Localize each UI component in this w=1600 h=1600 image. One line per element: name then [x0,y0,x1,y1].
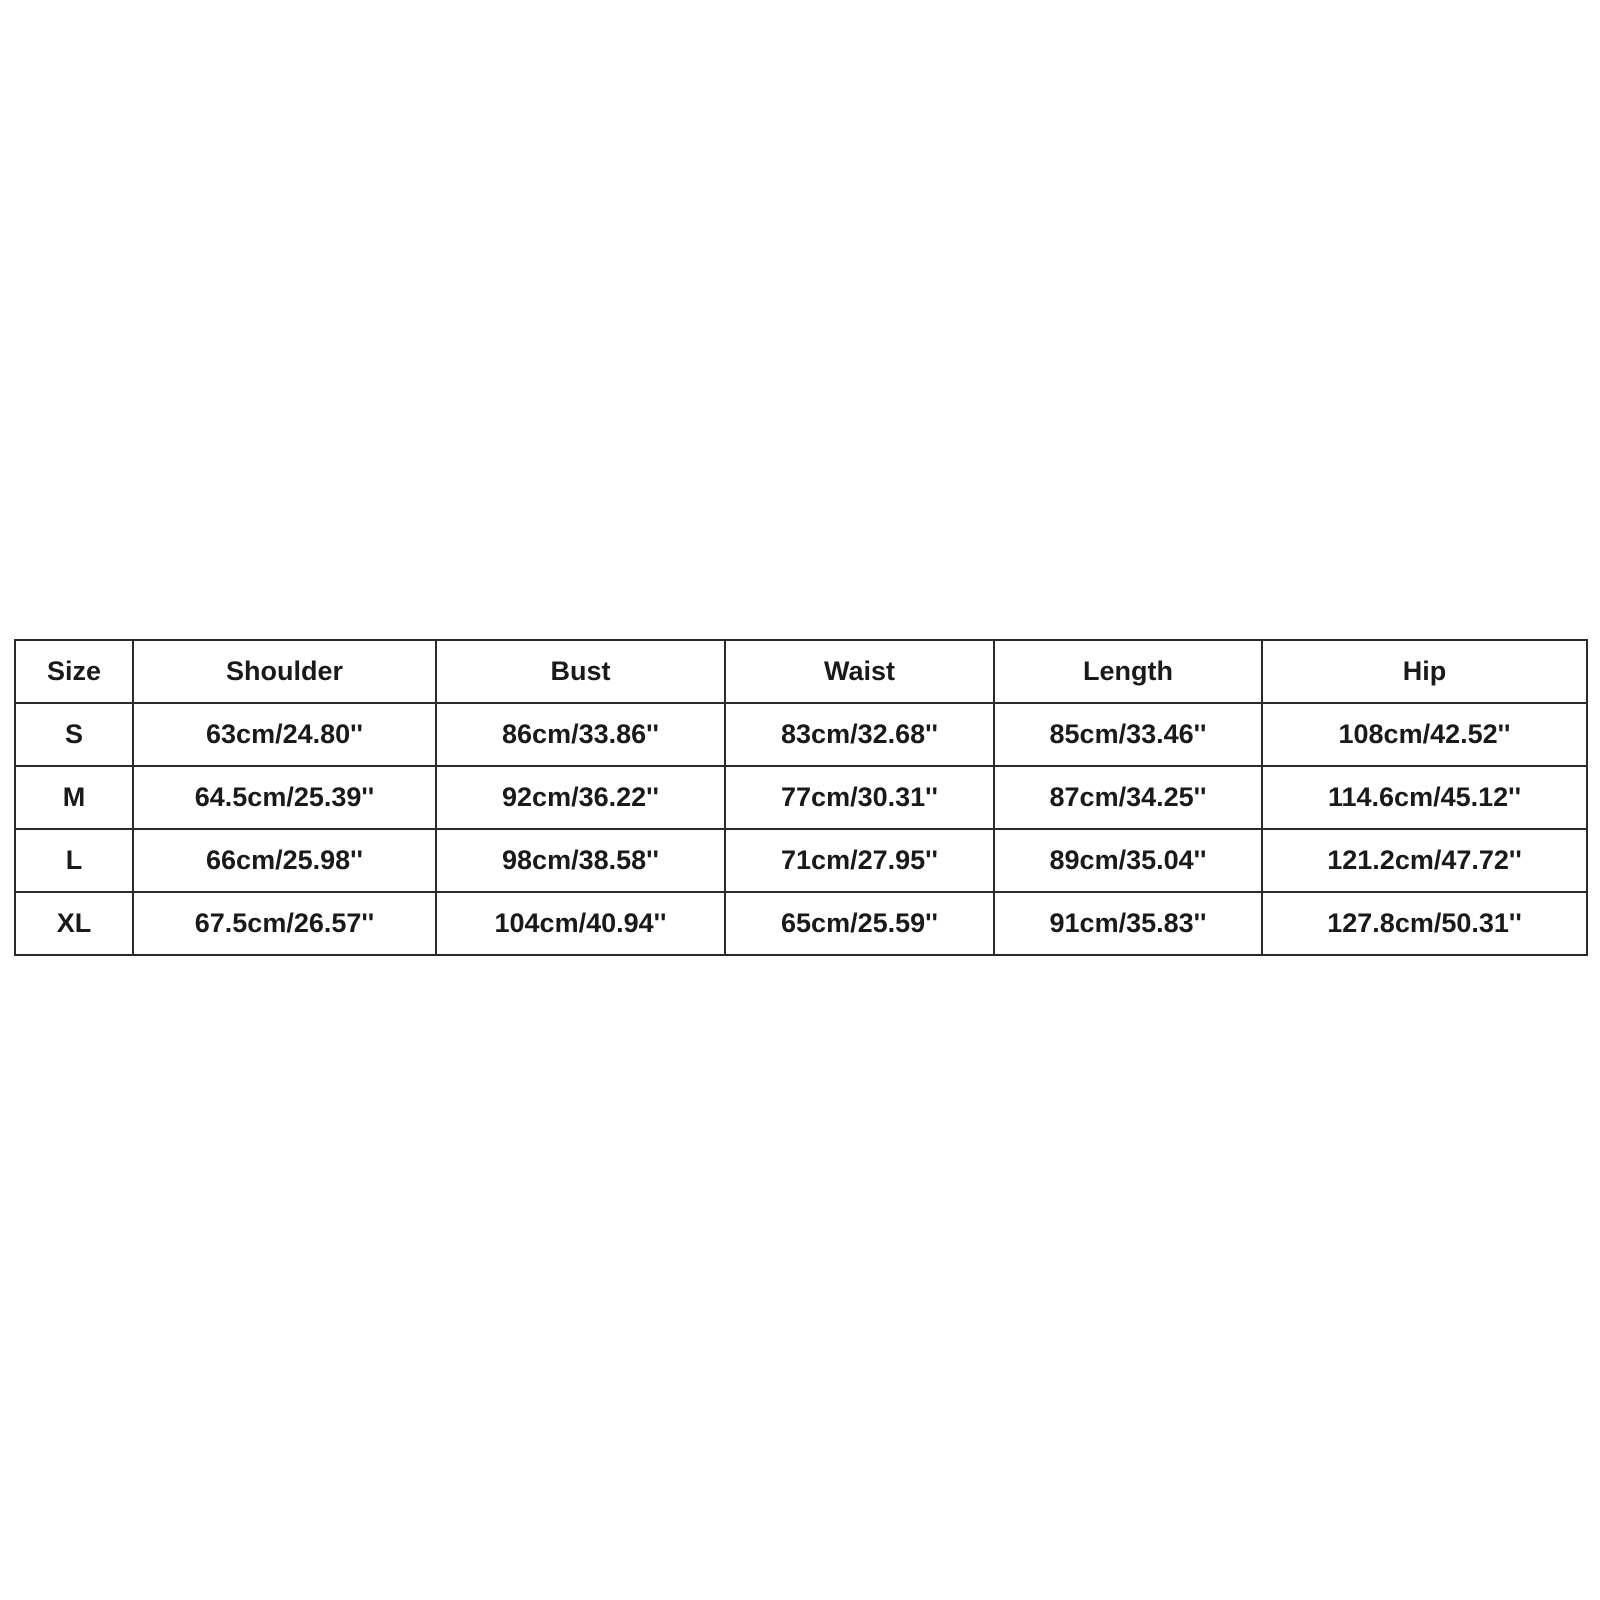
length-cell: 91cm/35.83'' [994,892,1262,955]
length-cell: 89cm/35.04'' [994,829,1262,892]
hip-cell: 127.8cm/50.31'' [1262,892,1587,955]
hip-cell: 121.2cm/47.72'' [1262,829,1587,892]
size-cell: XL [15,892,133,955]
hip-cell: 114.6cm/45.12'' [1262,766,1587,829]
size-cell: L [15,829,133,892]
waist-cell: 71cm/27.95'' [725,829,994,892]
size-chart [14,639,1586,956]
waist-cell: 83cm/32.68'' [725,703,994,766]
waist-cell: 65cm/25.59'' [725,892,994,955]
waist-cell: 77cm/30.31'' [725,766,994,829]
hip-cell: 108cm/42.52'' [1262,703,1587,766]
column-header-waist: Waist [725,640,994,703]
bust-cell: 92cm/36.22'' [436,766,725,829]
table-row [15,766,1587,829]
size-cell: M [15,766,133,829]
column-header-length: Length [994,640,1262,703]
bust-cell: 86cm/33.86'' [436,703,725,766]
size-cell: S [15,703,133,766]
shoulder-cell: 67.5cm/26.57'' [133,892,436,955]
size-chart-table [14,639,1588,956]
length-cell: 85cm/33.46'' [994,703,1262,766]
shoulder-cell: 64.5cm/25.39'' [133,766,436,829]
table-row [15,703,1587,766]
shoulder-cell: 63cm/24.80'' [133,703,436,766]
column-header-bust: Bust [436,640,725,703]
shoulder-cell: 66cm/25.98'' [133,829,436,892]
bust-cell: 98cm/38.58'' [436,829,725,892]
bust-cell: 104cm/40.94'' [436,892,725,955]
column-header-shoulder: Shoulder [133,640,436,703]
length-cell: 87cm/34.25'' [994,766,1262,829]
column-header-size: Size [15,640,133,703]
table-row [15,892,1587,955]
column-header-hip: Hip [1262,640,1587,703]
table-row [15,829,1587,892]
table-header-row [15,640,1587,703]
